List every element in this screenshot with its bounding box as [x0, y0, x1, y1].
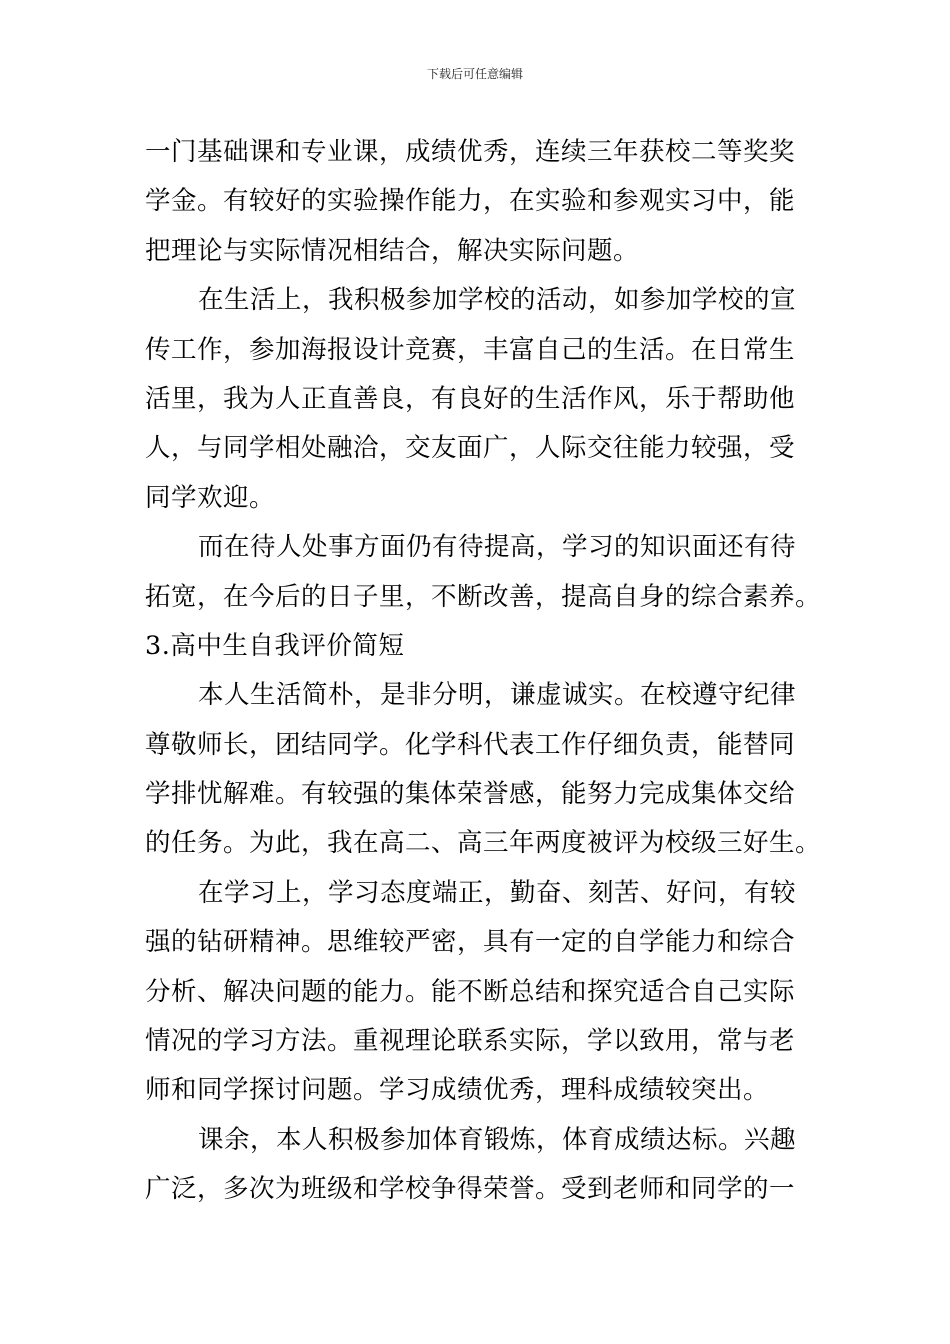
text-line: 把理论与实际情况相结合，解决实际问题。	[145, 235, 640, 266]
text-line: 强的钻研精神。思维较严密，具有一定的自学能力和综合	[145, 927, 796, 958]
text-line: 尊敬师长，团结同学。化学科代表工作仔细负责，能替同	[145, 729, 796, 760]
text-line: 广泛，多次为班级和学校争得荣誉。受到老师和同学的一	[145, 1174, 796, 1205]
text-line: 分析、解决问题的能力。能不断总结和探究适合自己实际	[145, 976, 796, 1007]
page-header: 下载后可任意编辑	[426, 67, 523, 81]
text-line: 学金。有较好的实验操作能力，在实验和参观实习中，能	[145, 186, 796, 217]
text-line: 传工作，参加海报设计竞赛，丰富自己的生活。在日常生	[145, 334, 796, 365]
text-line: 情况的学习方法。重视理论联系实际，学以致用，常与老	[145, 1026, 796, 1057]
text-line: 而在待人处事方面仍有待提高，学习的知识面还有待	[198, 532, 797, 563]
text-line: 在学习上，学习态度端正，勤奋、刻苦、好问，有较	[198, 877, 797, 908]
text-line: 活里，我为人正直善良，有良好的生活作风，乐于帮助他	[145, 383, 796, 414]
text-line: 师和同学探讨问题。学习成绩优秀，理科成绩较突出。	[145, 1075, 770, 1106]
text-line: 3.高中生自我评价简短	[145, 630, 405, 661]
text-line: 在生活上，我积极参加学校的活动，如参加学校的宣	[198, 285, 797, 316]
text-line: 的任务。为此，我在高二、高三年两度被评为校级三好生。	[145, 828, 822, 859]
text-line: 一门基础课和专业课，成绩优秀，连续三年获校二等奖奖	[145, 137, 796, 167]
text-line: 课余，本人积极参加体育锻炼，体育成绩达标。兴趣	[198, 1124, 797, 1155]
text-line: 学排忧解难。有较强的集体荣誉感，能努力完成集体交给	[145, 779, 796, 810]
text-line: 拓宽，在今后的日子里，不断改善，提高自身的综合素养。	[145, 581, 822, 612]
text-line: 人，与同学相处融洽，交友面广，人际交往能力较强，受	[145, 433, 796, 464]
document-body	[145, 128, 822, 1215]
text-line: 本人生活简朴，是非分明，谦虚诚实。在校遵守纪律	[198, 680, 797, 711]
text-line: 同学欢迎。	[145, 482, 276, 513]
